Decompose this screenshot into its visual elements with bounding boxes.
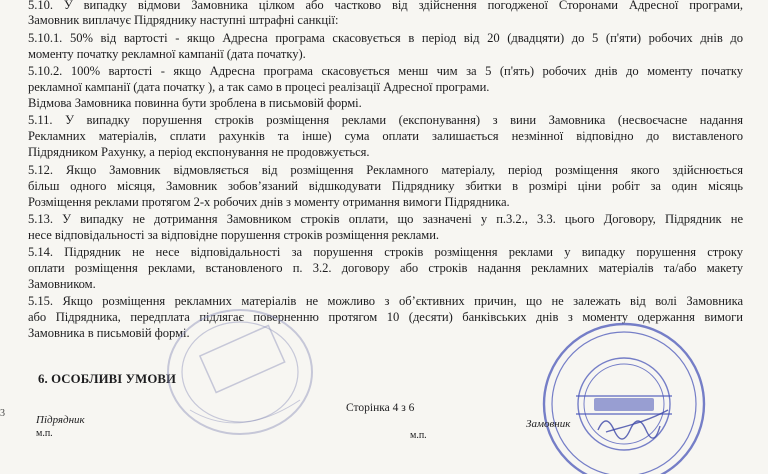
text-line: 5.10.1. 50% від вартості - якщо Адресна програма скасовується в період від 20 (двадцяти) до 5 (п'яти) робочих днів до [28,31,743,45]
text-line: 5.12. Якщо Замовник відмовляється від розміщення Рекламного матеріалу, період розміщення якого здійснюється [28,163,743,177]
text-line: несе відповідальності за відповідне порушення строків розміщення реклами. [28,228,439,242]
text-line: Відмова Замовника повинна бути зроблена в письмовій формі. [28,96,362,110]
text-line: Замовник виплачує Підряднику наступні штрафні санкції: [28,13,339,27]
text-line: Замовником. [28,277,96,291]
customer-label: Замовник [526,418,571,430]
text-line: 5.11. У випадку порушення строків розміщення реклами (експонування) з вини Замовника (несвоєчасне надання [28,113,743,127]
text-line: рекламної кампанії (дата початку ), а так само в процесі реалізації Адресної програми. [28,80,490,94]
text-line: Рекламних матеріалів, сплати рахунків та інше) сума оплати залишається незмінної відповідно до виставленого [28,129,743,143]
text-line: або Підрядника, передплата підлягає поверненню протягом 10 (десяти) банківських днів з моменту одержання вимоги [28,310,743,324]
text-line: Розміщення реклами протягом 2-х робочих днів з моменту отримання вимоги Підрядника. [28,195,510,209]
footer-number: 3 [0,408,5,419]
text-line: 5.10.2. 100% вартості - якщо Адресна програма скасовується менш чим за 5 (п'ять) робочих днів до моменту початку [28,64,743,78]
text-line: Замовника в письмовій формі. [28,326,190,340]
text-line: більш одного місяця, Замовник зобов’язаний відшкодувати Підряднику збитки в розмірі ціни робіт за один місяць [28,179,743,193]
customer-stamp [536,310,706,474]
text-line: Підрядником Рахунку, а період експонування не продовжується. [28,145,370,159]
center-seal-place: м.п. [410,430,427,441]
text-line: 5.13. У випадку не дотримання Замовником строків оплати, що зазначені у п.3.2., 3.3. цього Договору, Підрядник не [28,212,743,226]
section-heading: 6. ОСОБЛИВІ УМОВИ [38,372,177,386]
text-line: моменту початку рекламної кампанії (дата початку). [28,47,306,61]
page-number: Сторінка 4 з 6 [346,402,415,414]
text-line: оплати розміщення реклами, встановленого п. 3.2. договору або строків надання рекламних матеріалів та/або макету [28,261,743,275]
contractor-label: Підрядник [36,414,85,426]
text-line: 5.10. У випадку відмови Замовника цілком або частково від здійснення погодженої Сторонами Адресної програми, [28,0,743,12]
text-line: 5.14. Підрядник не несе відповідальності за порушення строків розміщення реклами у випадку порушення строку [28,245,743,259]
text-line: 5.15. Якщо розміщення рекламних матеріалів не можливо з об’єктивних причин, що не залежать від волі Замовника [28,294,743,308]
contractor-seal-place: м.п. [36,428,53,439]
